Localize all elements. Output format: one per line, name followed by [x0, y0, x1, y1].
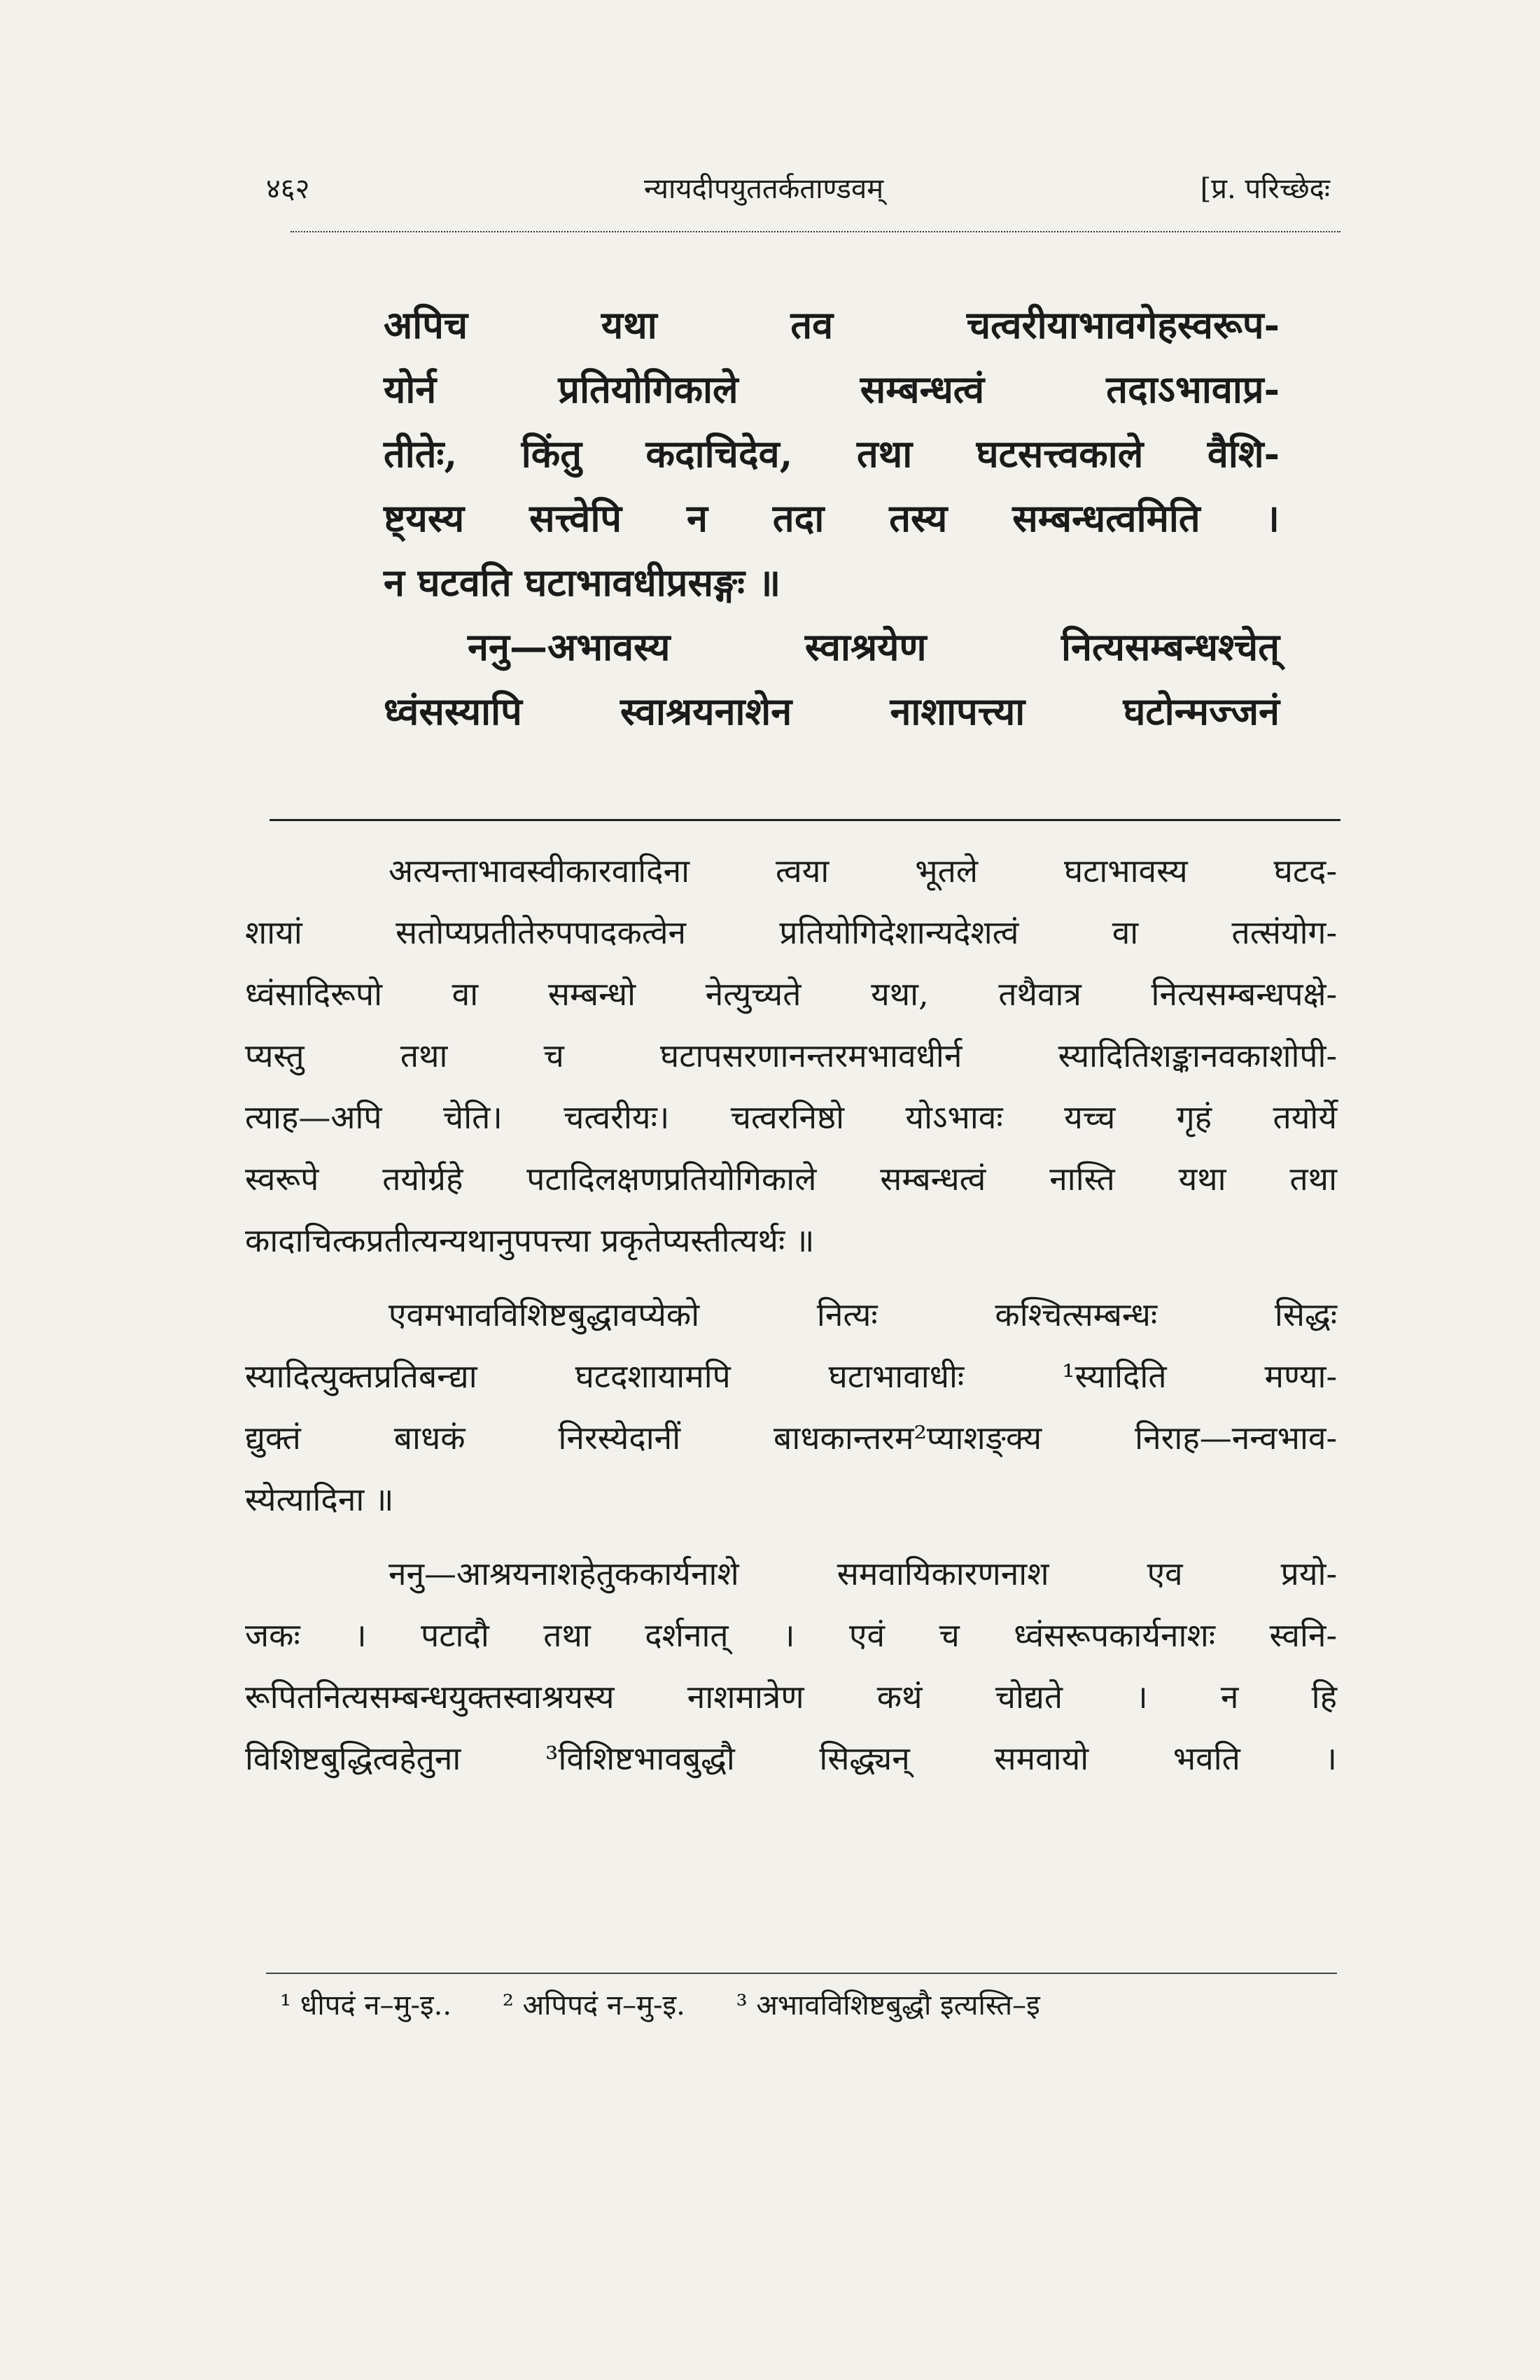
- commentary-line: प्यस्तु तथा च घटापसरणानन्तरमभावधीर्न स्यादितिशङ्कानवकाशोपी-: [245, 1037, 1337, 1074]
- commentary-line: विशिष्टबुद्धित्वहेतुना ³विशिष्टभावबुद्धौ सिद्ध्यन् समवायो भवति ।: [245, 1740, 1337, 1777]
- commentary-line: जकः । पटादौ तथा दर्शनात् । एवं च ध्वंसरूपकार्यनाशः स्वनि-: [245, 1616, 1337, 1654]
- commentary-line: स्येत्यादिना ॥: [245, 1480, 394, 1518]
- main-line: ननु—अभावस्य स्वाश्रयेण नित्यसम्बन्धश्चेत्: [468, 624, 1280, 669]
- main-line: अपिच यथा तव चत्वरीयाभावगेहस्वरूप-: [384, 302, 1280, 347]
- commentary: [245, 840, 1337, 1789]
- main-line: तीतेः, किंतु कदाचिदेव, तथा घटसत्त्वकाले वैशि-: [384, 431, 1280, 476]
- commentary-line: एवमभावविशिष्टबुद्धावप्येको नित्यः कश्चित्सम्बन्धः सिद्धः: [388, 1296, 1337, 1334]
- commentary-line: ननु—आश्रयनाशहेतुककार्यनाशे समवायिकारणनाश एव प्रयो-: [388, 1555, 1337, 1592]
- main-line: ष्ट्यस्य सत्त्वेपि न तदा तस्य सम्बन्धत्वमिति ।: [384, 496, 1280, 540]
- commentary-line: ध्वंसादिरूपो वा सम्बन्धो नेत्युच्यते यथा, तथैवात्र नित्यसम्बन्धपक्षे-: [245, 975, 1337, 1013]
- commentary-line: त्याह—अपि चेति। चत्वरीयः। चत्वरनिष्ठो योऽभावः यच्च गृहं तयोर्ये: [245, 1098, 1337, 1136]
- footnote-1: ¹ धीपदं न–मु-इ..: [280, 1989, 452, 2022]
- main-line: न घटवति घटाभावधीप्रसङ्गः ॥: [384, 560, 781, 605]
- main-line: योर्न प्रतियोगिकाले सम्बन्धत्वं तदाऽभावाप्र-: [384, 367, 1280, 412]
- commentary-line: स्यादित्युक्तप्रतिबन्द्या घटदशायामपि घटाभावाधीः ¹स्यादिति मण्या-: [245, 1357, 1337, 1395]
- commentary-line: द्युक्तं बाधकं निरस्येदानीं बाधकान्तरम²प्याशङ्क्य निराह—नन्वभाव-: [245, 1419, 1337, 1457]
- commentary-line: कादाचित्कप्रतीत्यन्यथानुपपत्त्या प्रकृतेप्यस्तीत्यर्थः ॥: [245, 1222, 815, 1259]
- commentary-line: स्वरूपे तयोर्ग्रहे पटादिलक्षणप्रतियोगिकाले सम्बन्धत्वं नास्ति यथा तथा: [245, 1160, 1337, 1198]
- footnote-3: ³ अभावविशिष्टबुद्धौ इत्यस्ति–इ: [736, 1989, 1040, 2022]
- footnote-rule: [266, 1973, 1337, 1974]
- book-title: न्यायदीपयुततर्कताण्डवम्: [644, 173, 884, 205]
- commentary-line: रूपितनित्यसम्बन्धयुक्तस्वाश्रयस्य नाशमात्रेण कथं चोद्यते । न हि: [245, 1678, 1337, 1716]
- main-text: [384, 293, 1280, 743]
- running-header: [266, 168, 1330, 217]
- footnotes: [280, 1981, 1337, 2030]
- page-number: ४६२: [266, 173, 310, 205]
- commentary-line: अत्यन्ताभावस्वीकारवादिना त्वया भूतले घटाभावस्य घटद-: [388, 852, 1337, 890]
- footnote-2: ² अपिपदं न–मु-इ.: [502, 1989, 685, 2022]
- commentary-line: शायां सतोप्यप्रतीतेरुपपादकत्वेन प्रतियोगिदेशान्यदेशत्वं वा तत्संयोग-: [245, 913, 1337, 951]
- main-line: ध्वंसस्यापि स्वाश्रयनाशेन नाशापत्त्या घटोन्मज्जनं: [384, 689, 1280, 734]
- footnote-line: [280, 1981, 1337, 2030]
- header-rule: [290, 231, 1340, 237]
- main-text-rule: [270, 819, 1340, 821]
- section-label: [प्र. परिच्छेदः: [1200, 173, 1330, 205]
